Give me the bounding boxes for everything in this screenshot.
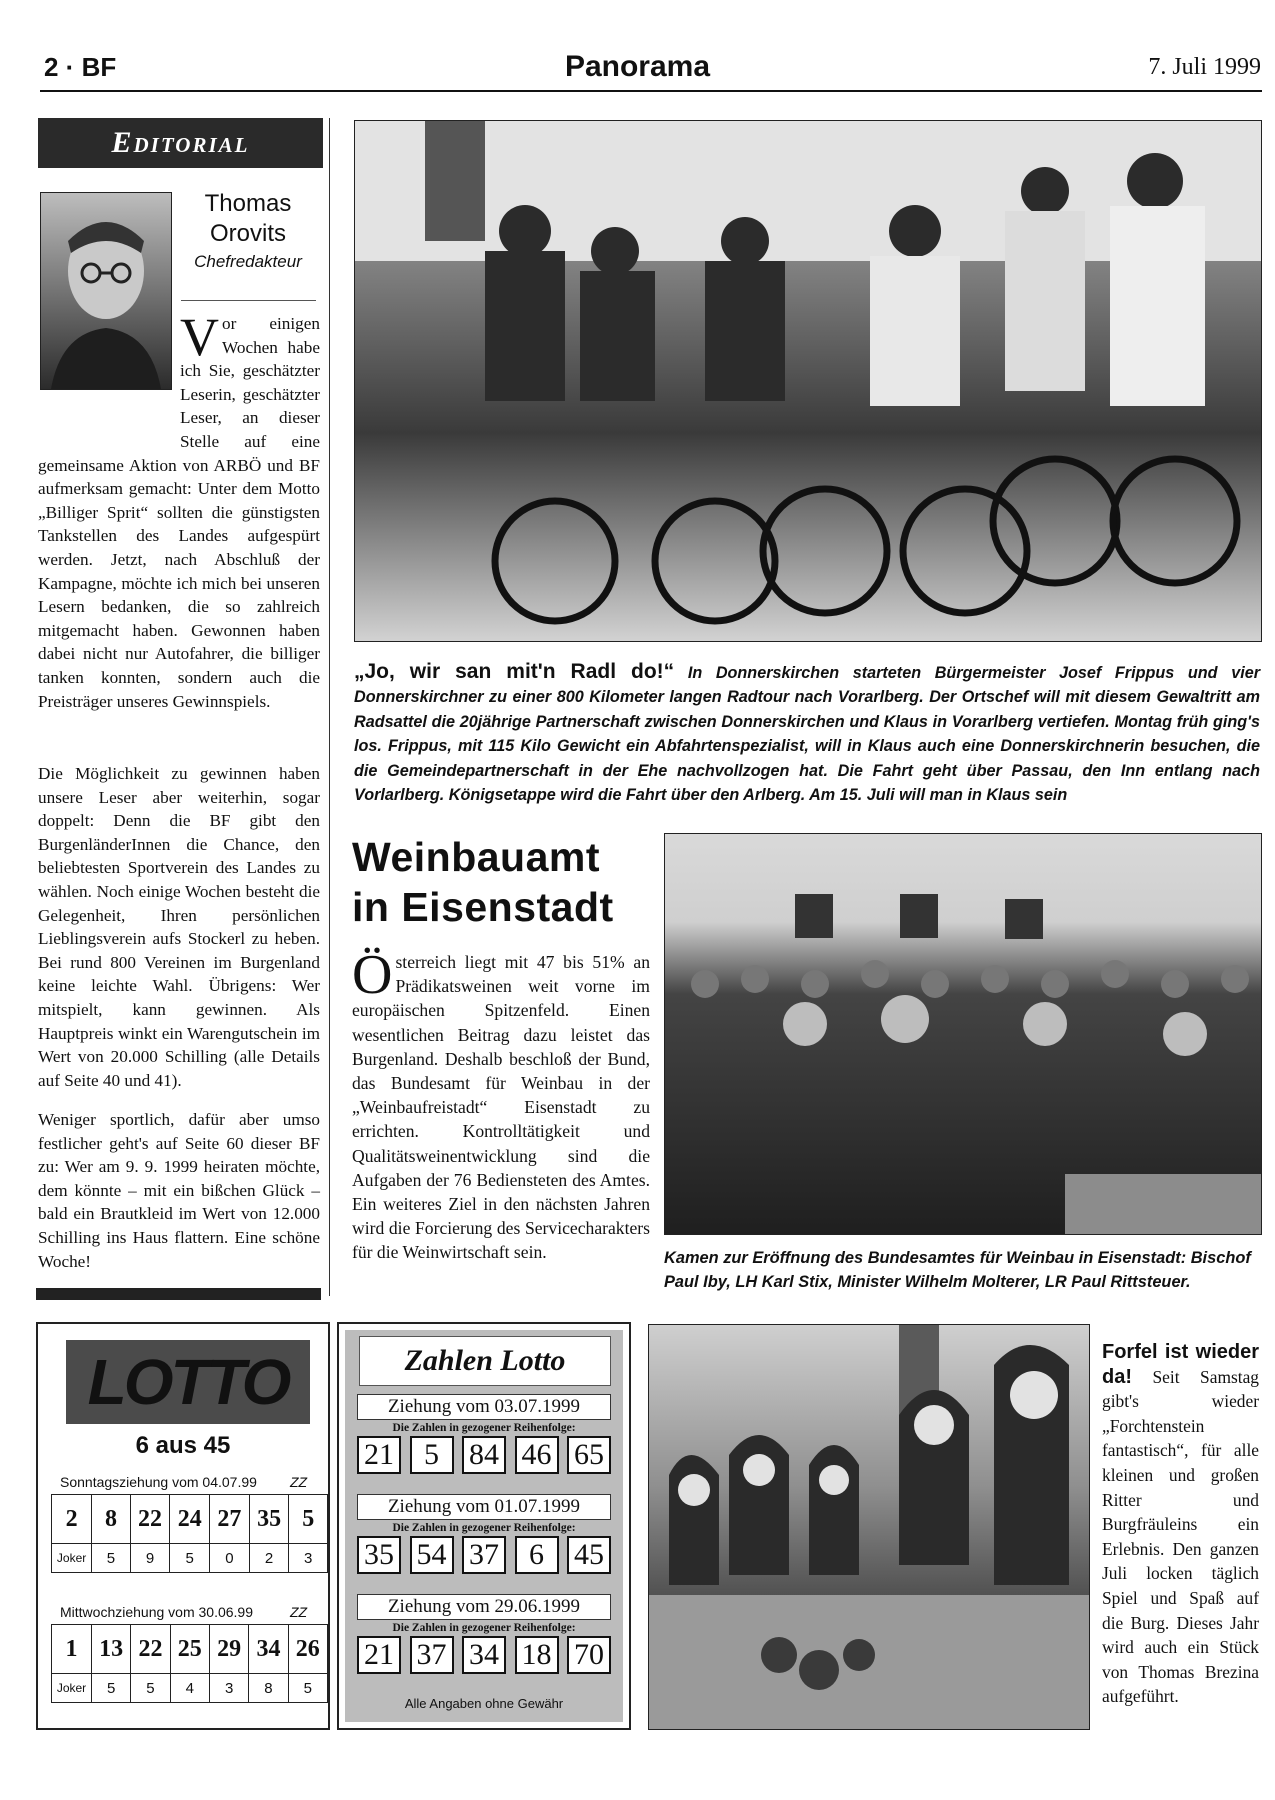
lotto-draw-2-zz: ZZ <box>290 1604 308 1620</box>
zahlenlotto-number: 65 <box>567 1436 611 1474</box>
lotto-number: 29 <box>209 1625 248 1674</box>
joker-label: Joker <box>52 1544 92 1573</box>
zahlenlotto-draw-2 <box>357 1494 611 1574</box>
zahlenlotto-number: 18 <box>515 1636 559 1674</box>
zahlenlotto-number: 34 <box>462 1636 506 1674</box>
zahlenlotto-draw-label: Ziehung vom 03.07.1999 <box>357 1394 611 1420</box>
joker-digit: 5 <box>288 1674 327 1703</box>
page-number: 2 · BF <box>44 52 117 82</box>
editorial-paragraph-1: V or einigen Wochen habe ich Sie, geschätzter Leserin, geschätzter Leser, an dieser Stelle auf eine gemeinsame Aktion von ARBÖ und BF aufmerksam gemacht: Unter dem Motto „Billiger Sprit“ sollten die günstigsten Tankstellen des Landes aufgespürt werden. Jetzt, nach Abschluß der Kampagne, möchte ich mich bei unseren Lesern bedanken, die so zahlreich mitgemacht haben. Gewonnen haben dabei nicht nur Autofahrer, die billiger tanken konnten, sondern auch die Preisträger unseres Gewinnspiels. <box>38 307 320 711</box>
author-last-name: Orovits <box>209 220 286 247</box>
zahlenlotto-logo: Zahlen Lotto <box>359 1336 611 1386</box>
forfel-body: Seit Samstag gibt's wieder „Forchtenstein fantastisch“, für alle kleinen und großen Ritter und Burgfräuleins ein Erlebnis. Den ganzen Juli locken täglich Spiel und Spaß auf die Burg. Dieses Jahr wird auch ein Stück von Thomas Brezina aufgeführt. <box>1102 1366 1259 1707</box>
author-first-name: Thomas <box>204 190 292 217</box>
zahlenlotto-number: 45 <box>567 1536 611 1574</box>
joker-digit: 3 <box>289 1544 328 1573</box>
zahlenlotto-disclaimer: Alle Angaben ohne Gewähr <box>404 1696 564 1711</box>
zahlenlotto-draw-1 <box>357 1394 611 1474</box>
cycling-photo <box>354 120 1262 642</box>
lotto-number: 2 <box>52 1495 92 1544</box>
zahlenlotto-panel <box>345 1330 623 1722</box>
zahlenlotto-number: 37 <box>410 1636 454 1674</box>
drop-cap: V <box>180 307 219 367</box>
joker-digit: 3 <box>209 1674 248 1703</box>
zahlenlotto-number: 21 <box>357 1636 401 1674</box>
header-rule <box>40 90 1262 92</box>
zahlenlotto-number: 6 <box>515 1536 559 1574</box>
cycling-caption-body: In Donnerskirchen starteten Bürgermeister Josef Frippus und vier Donnerskirchner zu einer 800 Kilometer langen Radtour nach Vorarlberg. Der Ortschef will mit diesem Gewaltritt am Radsattel die 20jährige Partnerschaft zwischen Donnerskirchen und Klaus in Vorarlberg vertiefen. Montag früh ging's los. Frippus, mit 115 Kilo Gewicht ein Abfahrtenspezialist, will in Klaus auch eine Donnerskirchnerin besuchen, die die Gemeindepartnerschaft in der Ehe nachvollzogen hat. Die Fahrt geht über Passau, den Inn entlang nach Vorlarlberg. Königsetappe wird die Fahrt über den Arlberg. Am 15. Juli will man in Klaus sein <box>354 664 1260 805</box>
joker-digit: 9 <box>130 1544 170 1573</box>
lotto-draw-1-label: Sonntagsziehung vom 04.07.99 <box>60 1474 257 1490</box>
joker-digit: 5 <box>92 1544 131 1573</box>
joker-label: Joker <box>52 1674 92 1703</box>
lotto-zusatzzahl: 26 <box>288 1625 327 1674</box>
zahlenlotto-number: 21 <box>357 1436 401 1474</box>
joker-digit: 4 <box>170 1674 209 1703</box>
forfel-children-photo <box>648 1324 1090 1730</box>
zahlenlotto-number: 70 <box>567 1636 611 1674</box>
editorial-bottom-bar <box>36 1288 321 1300</box>
lotto-draw-1-table <box>51 1494 328 1573</box>
lotto-subtitle: 6 aus 45 <box>135 1432 231 1459</box>
joker-digit: 5 <box>170 1544 210 1573</box>
lotto-logo: LOTTO <box>66 1340 310 1424</box>
joker-digit: 8 <box>249 1674 288 1703</box>
cycling-caption-lead: „Jo, wir san mit'n Radl do!“ <box>354 660 675 683</box>
zahlenlotto-number: 84 <box>462 1436 506 1474</box>
forfel-text <box>1102 1340 1259 1709</box>
lotto-number: 25 <box>170 1625 209 1674</box>
forfel-lead: Forfel ist wieder da! <box>1102 1341 1259 1388</box>
zahlenlotto-number: 54 <box>410 1536 454 1574</box>
joker-digit: 0 <box>210 1544 250 1573</box>
editorial-label: Editorial <box>38 118 323 168</box>
zahlenlotto-draw-label: Ziehung vom 29.06.1999 <box>357 1594 611 1620</box>
zahlenlotto-order-label: Die Zahlen in gezogener Reihenfolge: <box>392 1422 576 1434</box>
lotto-draw-2-label: Mittwochziehung vom 30.06.99 <box>60 1604 253 1620</box>
lotto-draw-2-table <box>51 1624 328 1703</box>
editorial-paragraph-3: Weniger sportlich, dafür aber umso festlicher geht's auf Seite 60 dieser BF zu: Wer am 9. 9. 1999 heiraten möchte, dem könnte – mit ein bißchen Glück – bald ein Brautkleid im Wert von 12.000 Schilling ins Haus flattern. Eine schöne Woche! <box>38 1110 320 1271</box>
cycling-caption <box>354 660 1260 807</box>
lotto-number: 27 <box>210 1495 250 1544</box>
zahlenlotto-number: 35 <box>357 1536 401 1574</box>
wein-drop-cap: Ö <box>352 944 393 1006</box>
lotto-number: 22 <box>130 1495 170 1544</box>
zahlenlotto-order-label: Die Zahlen in gezogener Reihenfolge: <box>392 1622 576 1634</box>
zahlenlotto-number: 5 <box>410 1436 454 1474</box>
lotto-box <box>36 1322 330 1730</box>
joker-digit: 2 <box>249 1544 289 1573</box>
zahlenlotto-draw-label: Ziehung vom 01.07.1999 <box>357 1494 611 1520</box>
cyclists-graphic <box>355 121 1261 641</box>
lotto-number: 8 <box>92 1495 131 1544</box>
audience-graphic <box>665 834 1261 1234</box>
lotto-number: 24 <box>170 1495 210 1544</box>
lotto-number: 35 <box>249 1495 289 1544</box>
lotto-draw-1-zz: ZZ <box>290 1474 308 1490</box>
zahlenlotto-order-label: Die Zahlen in gezogener Reihenfolge: <box>392 1522 576 1534</box>
children-graphic <box>649 1325 1089 1729</box>
author-rule <box>181 300 316 301</box>
section-title: Panorama <box>564 50 711 83</box>
issue-date: 7. Juli 1999 <box>1148 54 1261 80</box>
wein-ceremony-photo <box>664 833 1262 1235</box>
lotto-number: 34 <box>249 1625 288 1674</box>
lotto-number: 1 <box>52 1625 92 1674</box>
joker-digit: 5 <box>91 1674 130 1703</box>
zahlenlotto-number: 46 <box>515 1436 559 1474</box>
lotto-zusatzzahl: 5 <box>289 1495 328 1544</box>
lotto-number: 13 <box>91 1625 130 1674</box>
zahlenlotto-draw-3 <box>357 1594 611 1674</box>
author-role: Chefredakteur <box>194 252 302 271</box>
editorial-column <box>38 118 323 1298</box>
zahlenlotto-number: 37 <box>462 1536 506 1574</box>
joker-digit: 5 <box>131 1674 170 1703</box>
editorial-divider <box>329 118 330 1296</box>
lotto-number: 22 <box>131 1625 170 1674</box>
wein-body: Ö sterreich liegt mit 47 bis 51% an Prädikatsweinen weit vorne im europäischen Spitzenfeld. Einen wesentlichen Beitrag dazu leistet das Burgenland. Deshalb beschloß der Bund, das Bundesamt für Weinbau in der „Weinbaufreistadt“ Eisenstadt zu errichten. Kontrolltätigkeit und Qualitätsweinentwicklung sind die Aufgaben der 76 Bediensteten des Amtes. Ein weiteres Ziel in den nächsten Jahren wird die Forcierung des Servicecharakters für die Weinwirtschaft sein. <box>352 944 650 1263</box>
zahlenlotto-box <box>337 1322 631 1730</box>
wein-headline: Weinbauamt in Eisenstadt <box>352 834 614 930</box>
wein-caption: Kamen zur Eröffnung des Bundesamtes für Weinbau in Eisenstadt: Bischof Paul Iby, LH Karl Stix, Minister Wilhelm Molterer, LR Paul Rittsteuer. <box>664 1249 1251 1291</box>
editorial-paragraph-2: Die Möglichkeit zu gewinnen haben unsere Leser aber weiterhin, sogar doppelt: Denn die BF gibt den BurgenländerInnen die Chance, den beliebtesten Sportverein des Landes zu wählen. Noch einige Wochen besteht die Gelegenheit, Ihren persönlichen Lieblingsverein aufs Stockerl zu heben. Bei rund 800 Vereinen im Burgenland keine leichte Wahl. Übrigens: Wer mitspielt, kann gewinnen. Als Hauptpreis winkt ein Warengutschein im Wert von 20.000 Schilling (alle Details auf Seite 40 und 41). <box>38 764 320 1090</box>
